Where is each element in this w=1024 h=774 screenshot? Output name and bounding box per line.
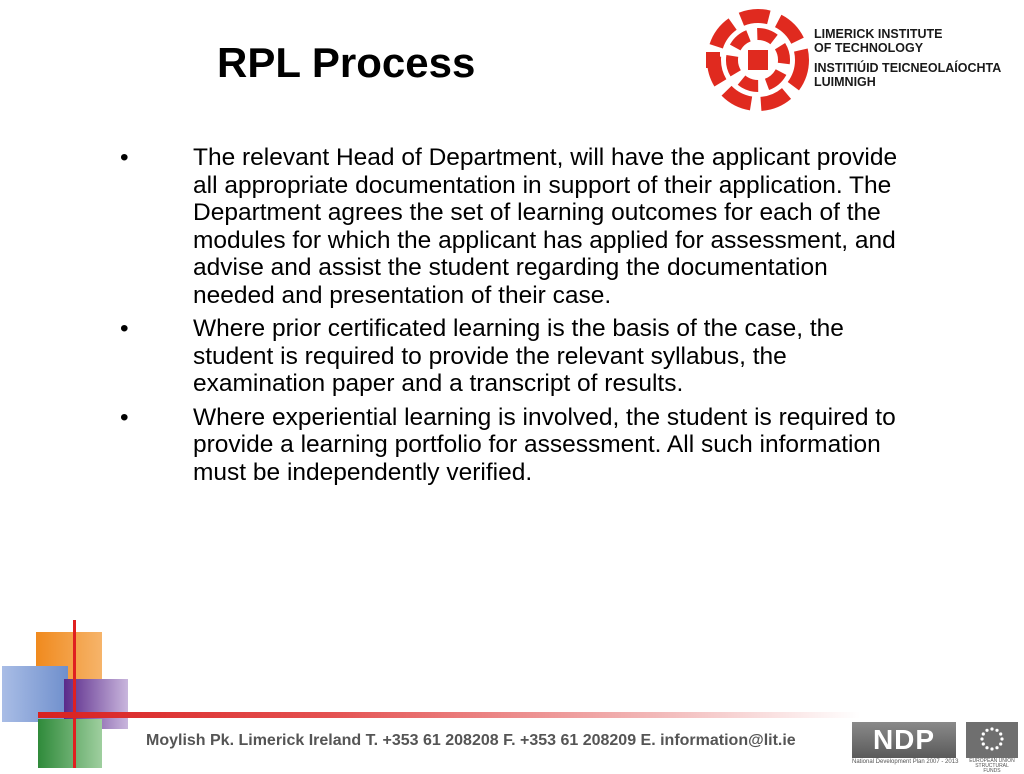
logo-line-1: LIMERICK INSTITUTE <box>814 27 943 41</box>
bullet-item <box>115 404 910 487</box>
bullet-marker: • <box>120 144 129 171</box>
bullet-list <box>115 144 910 492</box>
logo-line-4: LUIMNIGH <box>814 75 876 89</box>
slide-title: RPL Process <box>217 39 476 86</box>
bullet-item <box>115 144 910 309</box>
logo-line-2: OF TECHNOLOGY <box>814 41 924 55</box>
eu-logo <box>966 722 1018 774</box>
green-square <box>38 719 102 768</box>
ndp-caption: National Development Plan 2007 - 2013 <box>852 759 959 765</box>
logo-line-3: INSTITIÚID TEICNEOLAÍOCHTA <box>814 61 1002 75</box>
bullet-text: Where experiential learning is involved, the student is required to provide a learning portfolio for assessment. All such information must be independently verified. <box>193 403 896 486</box>
eu-caption-line-2: STRUCTURAL FUNDS <box>975 763 1009 774</box>
bullet-item <box>115 315 910 398</box>
decorative-squares <box>0 615 140 768</box>
eu-caption-line-1: EUROPEAN UNION <box>969 758 1015 764</box>
bullet-marker: • <box>120 315 129 342</box>
ndp-logo-text: NDP <box>852 722 956 758</box>
ndp-logo <box>852 722 959 768</box>
eu-flag-icon <box>966 722 1018 758</box>
institute-logo <box>706 8 1024 114</box>
red-vertical-line <box>73 620 76 768</box>
bullet-text: Where prior certificated learning is the basis of the case, the student is required to provide the relevant syllabus, the examination paper and a transcript of results. <box>193 315 844 397</box>
eu-caption <box>966 759 1018 774</box>
lit-emblem-icon <box>706 8 810 112</box>
footer-contact: Moylish Pk. Limerick Ireland T. +353 61 208208 F. +353 61 208209 E. information@lit.ie <box>146 732 796 749</box>
footer-rule <box>38 712 860 718</box>
bullet-text: The relevant Head of Department, will have the applicant provide all appropriate documentation in support of their application. The Department agrees the set of learning outcomes for each of the modules for which the applicant has applied for assessment, and advise and assist the student regarding the documentation needed and presentation of their case. <box>193 144 898 309</box>
bullet-marker: • <box>120 403 129 431</box>
